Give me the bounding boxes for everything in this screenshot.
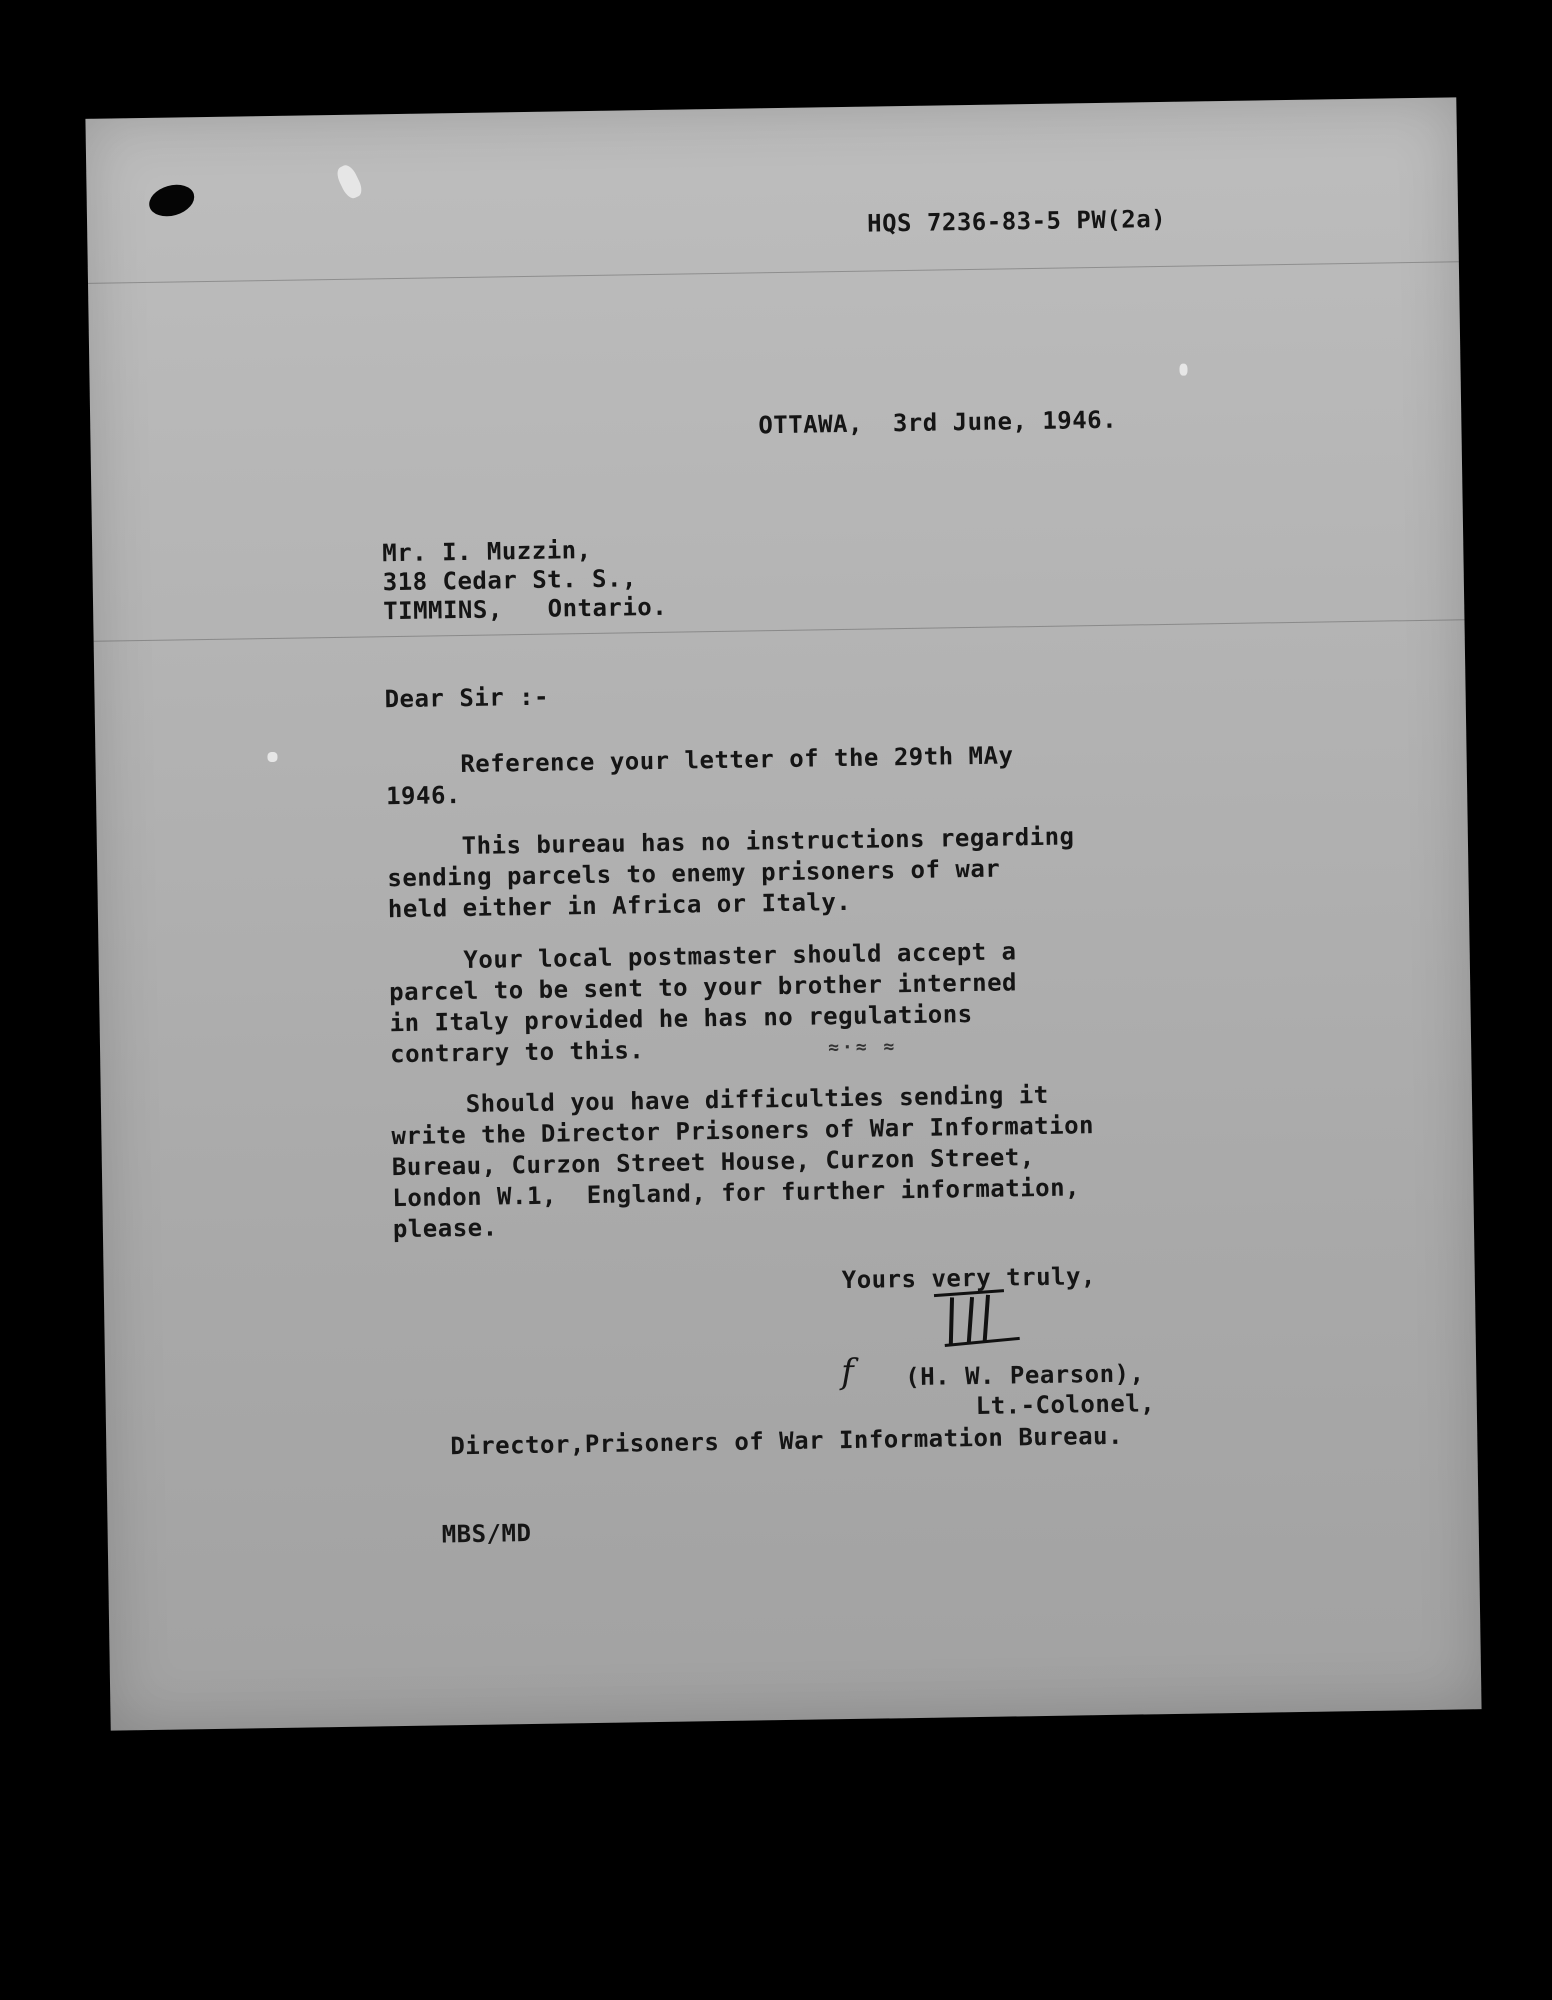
recipient-name: Mr. I. Muzzin, <box>382 535 592 568</box>
place-date: OTTAWA, 3rd June, 1946. <box>758 405 1118 440</box>
paragraph-line: write the Director Prisoners of War Information <box>391 1111 1095 1151</box>
paragraph-line: in Italy provided he has no regulations <box>389 1000 973 1038</box>
signatory-rank: Lt.-Colonel, <box>975 1389 1156 1421</box>
paragraph-line: 1946. <box>385 781 462 811</box>
paragraph-line: Reference your letter of the 29th MAy <box>385 741 1014 780</box>
paper-speck <box>267 752 277 762</box>
paragraph-postmaster <box>388 936 1018 1070</box>
ink-blot <box>145 180 197 221</box>
fold-line-top <box>88 261 1459 284</box>
signature-mark: f <box>840 1351 855 1393</box>
file-reference: HQS 7236-83-5 PW(2a) <box>866 204 1167 238</box>
closing: Yours very truly, <box>841 1262 1097 1295</box>
paragraph-line: London W.1, England, for further information, <box>392 1173 1081 1213</box>
paragraph-line: Your local postmaster should accept a <box>388 937 1017 976</box>
paragraph-line: Bureau, Curzon Street House, Curzon Street, <box>391 1143 1035 1182</box>
paragraph-line: held either in Africa or Italy. <box>387 887 852 924</box>
paragraph-line: sending parcels to enemy prisoners of war <box>387 854 1001 893</box>
recipient-street: 318 Cedar St. S., <box>382 564 638 597</box>
paragraph-reference <box>385 740 1014 812</box>
paragraph-instructions <box>387 821 1076 925</box>
typist-initials: MBS/MD <box>441 1519 532 1549</box>
signatory-title: Director,Prisoners of War Information Bureau. <box>450 1421 1124 1461</box>
paper-speck <box>1179 364 1187 376</box>
salutation: Dear Sir :- <box>384 682 550 714</box>
paragraph-line: This bureau has no instructions regarding <box>386 822 1075 862</box>
ink-smudge: ≈·≈ ≈ <box>827 1036 898 1059</box>
recipient-city: TIMMINS, Ontario. <box>382 592 668 626</box>
paragraph-line: contrary to this. <box>389 1036 645 1069</box>
signatory-name: (H. W. Pearson), <box>905 1359 1145 1392</box>
letter-page <box>85 97 1481 1730</box>
paper-speck <box>334 163 365 201</box>
fold-line-middle <box>94 619 1465 642</box>
paragraph-line: Should you have difficulties sending it <box>390 1080 1049 1120</box>
paragraph-line: parcel to be sent to your brother interned <box>388 968 1018 1007</box>
paragraph-line: please. <box>392 1213 498 1244</box>
paragraph-difficulties <box>391 1079 1096 1245</box>
